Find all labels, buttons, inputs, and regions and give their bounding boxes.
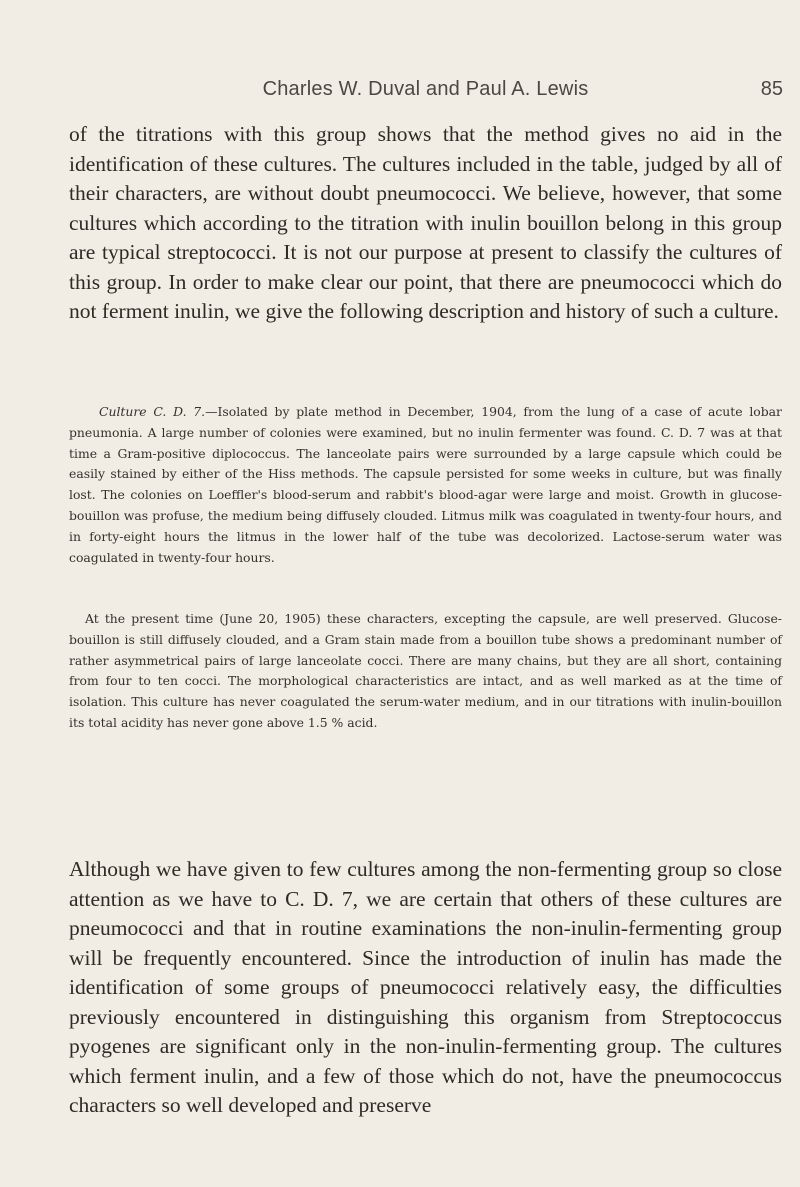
culture-name: Culture C. D. 7. [99, 404, 206, 419]
running-head [68, 78, 783, 104]
running-head-authors: Charles W. Duval and Paul A. Lewis [262, 78, 589, 100]
body-paragraph-1: of the titrations with this group shows that the method gives no aid in the identification of these cultures. The cultures included in the table, judged by all of their characters, are without doubt pneumococci. We believe, however, that some cultures which according to the titration with inulin bouillon belong in this group are typical streptococci. It is not our purpose at present to classify the cultures of this group. In order to make clear our point, that there are pneumococci which do not ferment inulin, we give the following description and history of such a culture. [69, 122, 782, 323]
culture-note-text: —Isolated by plate method in December, 1904, from the lung of a case of acute lobar pneumonia. A large number of colonies were examined, but no inulin fermenter was found. C. D. 7 was at that time a Gram-positive diplococcus. The lanceolate pairs were surrounded by a large capsule which could be easily stained by either of the Hiss methods. The capsule persisted for some weeks in culture, but was finally lost. The colonies on Loeffler's blood-serum and rabbit's blood-agar were large and moist. Growth in glucose-bouillon was profuse, the medium being diffusely clouded. Litmus milk was coagulated in twenty-four hours, and in forty-eight hours the litmus in the lower half of the tube was decolorized. Lactose-serum water was coagulated in twenty-four hours. [69, 404, 782, 565]
culture-note [69, 402, 782, 568]
body-paragraph-2: Although we have given to few cultures among the non-fermenting group so close attention as we have to C. D. 7, we are certain that others of these cultures are pneumococci and that in routine examinations the non-inulin-fermenting group will be frequently encountered. Since the introduction of inulin has made the identification of some groups of pneumococci relatively easy, the difficulties previously encountered in distinguishing this organism from Streptococcus pyogenes are significant only in the non-inulin-fermenting group. The cultures which ferment inulin, and a few of those which do not, have the pneumococcus characters so well developed and preserve [69, 857, 782, 1117]
page-number: 85 [760, 78, 783, 100]
culture-note-continuation: At the present time (June 20, 1905) these characters, excepting the capsule, are well preserved. Glucose-bouillon is still diffusely clouded, and a Gram stain made from a bouillon tube shows a predominant number of rather asymmetrical pairs of large lanceolate cocci. There are many chains, but they are all short, containing from four to ten cocci. The morphological characteristics are intact, and as well marked as at the time of isolation. This culture has never coagulated the serum-water medium, and in our titrations with inulin-bouillon its total acidity has never gone above 1.5 % acid. [69, 611, 782, 730]
